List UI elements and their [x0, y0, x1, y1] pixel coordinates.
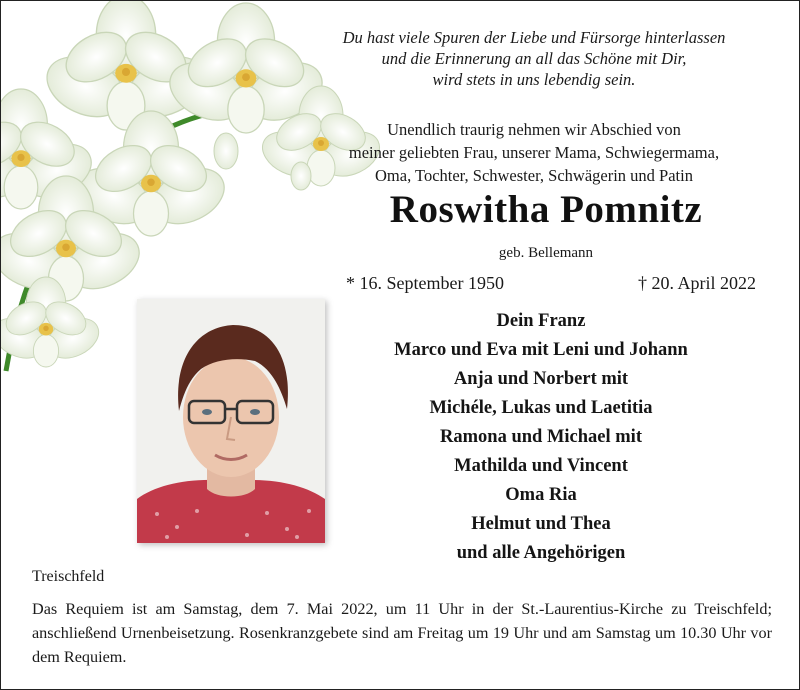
poem — [299, 27, 769, 90]
birth-name: geb. Bellemann — [498, 245, 594, 261]
deceased-name: Roswitha Pomnitz — [389, 188, 703, 231]
family-line: und alle Angehörigen — [456, 543, 626, 563]
intro-text — [299, 118, 769, 187]
family-list — [331, 307, 751, 568]
poem-line: wird stets in uns lebendig sein. — [432, 70, 636, 89]
family-line: Dein Franz — [496, 311, 586, 331]
poem-line: Du hast viele Spuren der Liebe und Fürsorge hinterlassen — [342, 28, 726, 47]
family-line: Marco und Eva mit Leni und Johann — [394, 340, 688, 360]
service-notice: Das Requiem ist am Samstag, dem 7. Mai 2022, um 11 Uhr in der St.-Laurentius-Kirche zu Treischfeld; anschließend Urnenbeisetzung. Rosenkranzgebete sind am Freitag um 19 Uhr und am Samstag um 10.30 Uhr vor dem Requiem. — [32, 600, 772, 666]
intro-line: Oma, Tochter, Schwester, Schwägerin und Patin — [375, 166, 693, 185]
family-line: Ramona und Michael mit — [440, 427, 642, 447]
family-line: Mathilda und Vincent — [454, 456, 628, 476]
portrait-photo — [137, 299, 325, 543]
portrait-icon — [137, 299, 325, 543]
birth-date: * 16. September 1950 — [346, 273, 504, 293]
intro-line: Unendlich traurig nehmen wir Abschied von — [387, 120, 681, 139]
place-name: Treischfeld — [32, 568, 105, 585]
life-dates — [346, 273, 756, 294]
death-date: † 20. April 2022 — [637, 273, 756, 293]
family-line: Michéle, Lukas und Laetitia — [429, 398, 653, 418]
intro-line: meiner geliebten Frau, unserer Mama, Schwiegermama, — [348, 143, 720, 162]
family-line: Helmut und Thea — [471, 514, 611, 534]
family-line: Anja und Norbert mit — [453, 369, 629, 389]
poem-line: und die Erinnerung an all das Schöne mit Dir, — [381, 49, 687, 68]
family-line: Oma Ria — [505, 485, 577, 505]
